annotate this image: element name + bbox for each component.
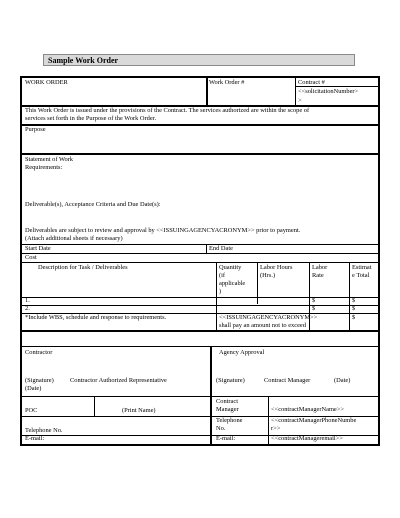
contractor-telephone-label: Telephone No. (25, 427, 63, 434)
agency-telephone-label-line2: No. (216, 425, 226, 432)
contract-manager-email: <<contractManageremail>> (271, 435, 343, 442)
cost-row-2-rate-currency: $ (312, 305, 316, 312)
deliverables-label: Deliverable(s), Acceptance Criteria and Due Date(s): (25, 201, 161, 208)
estimate-total-header-line1: Estimat (352, 264, 372, 271)
quantity-header-line2: (if (219, 272, 226, 279)
intro-text-line1: This Work Order is issued under the provisions of the Contract. The services authorized are within the scope of (25, 107, 310, 114)
purpose-label: Purpose (25, 126, 46, 133)
contract-manager-field-line2: Manager (216, 406, 239, 413)
attach-sheets-note: (Attach additional sheets if necessary) (25, 235, 123, 242)
quantity-header-line4: ) (219, 288, 222, 295)
include-wbs-note: *Include WBS, schedule and response to requirements. (25, 314, 167, 321)
contractor-label: Contractor (25, 349, 53, 356)
work-order-number-label: Work Order # (209, 79, 245, 86)
solicitation-number-end: > (298, 97, 302, 104)
cost-row-2-total-currency: $ (352, 305, 356, 312)
print-name-label: (Print Name) (122, 407, 156, 414)
work-order-form (20, 76, 380, 446)
end-date-label: End Date (209, 245, 233, 252)
labor-hours-header-line2: (Hrs.) (260, 272, 276, 279)
solicitation-number: <<solicitationNumber> (298, 88, 359, 95)
statement-of-work-label: Statement of Work (25, 156, 73, 163)
labor-rate-header-line1: Labor (312, 264, 328, 271)
agency-pay-line2: shall pay an amount not to exceed (219, 322, 306, 329)
agency-date-label: (Date) (334, 377, 351, 384)
poc-label: POC (25, 407, 38, 414)
work-order-label: WORK ORDER (25, 79, 68, 86)
cost-description-header: Description for Task / Deliverables (38, 264, 128, 271)
quantity-header-line3: applicable (219, 280, 246, 287)
contract-manager-label: Contract Manager (264, 377, 311, 384)
contractor-date-label: (Date) (25, 385, 42, 392)
agency-email-label: E-mail: (216, 435, 236, 442)
intro-text-line2: services set forth in the Purpose of the Work Order. (25, 115, 157, 122)
requirements-label: Requirements: (25, 164, 63, 171)
cost-row-2-number: 2. (25, 305, 30, 312)
start-date-label: Start Date (25, 245, 51, 252)
agency-pay-line1: <<ISSUINGAGENCYACRONYM>> (219, 314, 318, 321)
contract-number-label: Contract # (298, 79, 325, 86)
contract-manager-field-line1: Contract (216, 398, 239, 405)
contract-manager-phone-line2: r>> (271, 425, 281, 432)
labor-rate-header-line2: Rate (312, 272, 324, 279)
agency-approval-label: Agency Approval (219, 349, 265, 356)
cost-label: Cost (25, 254, 37, 261)
cost-row-1-rate-currency: $ (312, 297, 316, 304)
form-title: Sample Work Order (43, 54, 355, 66)
contract-manager-name: <<contractManagerName>> (271, 406, 344, 413)
quantity-header-line1: Quantity (219, 264, 242, 271)
agency-telephone-label-line1: Telephone (216, 417, 243, 424)
contractor-signature-label: (Signature) (25, 377, 54, 384)
contractor-representative-label: Contractor Authorized Representative (70, 377, 167, 384)
agency-signature-label: (Signature) (216, 377, 245, 384)
cost-row-1-number: 1. (25, 297, 30, 304)
labor-hours-header-line1: Labor Hours (260, 264, 293, 271)
not-to-exceed-currency: $ (352, 314, 356, 321)
contractor-email-label: E-mail: (25, 435, 45, 442)
contract-manager-phone-line1: <<contractManagerPhoneNumbe (271, 417, 357, 424)
approval-text: Deliverables are subject to review and approval by <<ISSUINGAGENCYACRONYM>> prior to payment. (25, 227, 301, 234)
estimate-total-header-line2: e Total (352, 272, 370, 279)
cost-row-1-total-currency: $ (352, 297, 356, 304)
